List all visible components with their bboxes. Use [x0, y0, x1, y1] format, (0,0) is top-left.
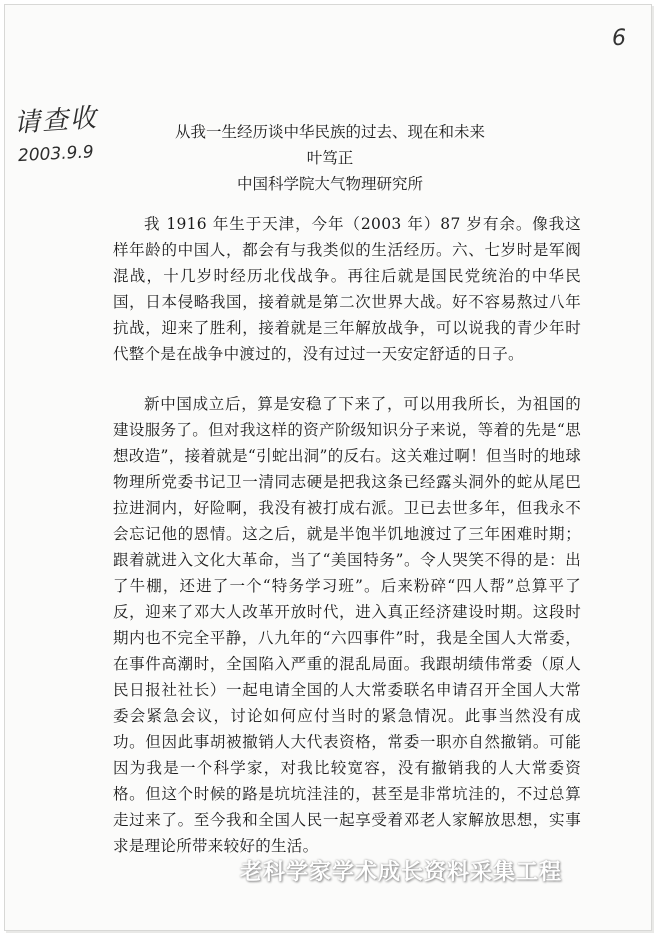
document-title: 从我一生经历谈中华民族的过去、现在和未来 — [174, 123, 485, 141]
author-affiliation: 中国科学院大气物理研究所 — [236, 175, 423, 193]
author-name: 叶笃正 — [306, 149, 354, 167]
title-block — [0, 119, 660, 197]
handwritten-date: 2003.9.9 — [17, 142, 95, 167]
watermark: 老科学家学术成长资料采集工程 — [240, 860, 563, 885]
paragraph-1: 我 1916 年生于天津，今年（2003 年）87 岁有余。像我这样年龄的中国人，都会有与我类似的生活经历。六、七岁时是军阀混战，十几岁时经历北伐战争。再往后就是国民党统治的中华民国，日本侵略我国，接着就是第二次世界大战。好不容易熬过八年抗战，迎来了胜利，接着就是三年解放战争，可以说我的青少年时代整个是在战争中渡过的，没有过过一天安定舒适的日子。 — [113, 215, 581, 363]
handwritten-name: 请查收 — [13, 103, 99, 139]
page-number: 6 — [612, 26, 626, 51]
body-text — [113, 211, 581, 859]
paragraph-2: 新中国成立后，算是安稳了下来了，可以用我所长，为祖国的建设服务了。但对我这样的资产阶级知识分子来说，等着的先是“思想改造”，接着就是“引蛇出洞”的反右。这关难过啊！但当时的地球物理所党委书记卫一清同志硬是把我这条已经露头洞外的蛇从尾巴拉进洞内，好险啊，我没有被打成右派。卫已去世多年，但我永不会忘记他的恩情。这之后，就是半饱半饥地渡过了三年困难时期；跟着就进入文化大革命，当了“美国特务”。令人哭笑不得的是：出了牛棚，还进了一个“特务学习班”。后来粉碎“四人帮”总算平了反，迎来了邓大人改革开放时代，进入真正经济建设时期。这段时期内也不完全平静，八九年的“六四事件”时，我是全国人大常委，在事件高潮时，全国陷入严重的混乱局面。我跟胡绩伟常委（原人民日报社社长）一起电请全国的人大常委联名申请召开全国人大常委会紧急会议，讨论如何应付当时的紧急情况。此事当然没有成功。但因此事胡被撤销人大代表资格，常委一职亦自然撤销。可能因为我是一个科学家，对我比较宽容，没有撤销我的人大常委资格。但这个时候的路是坑坑洼洼的，甚至是非常坑洼的，不过总算走过来了。至今我和全国人民一起享受着邓老人家解放思想，实事求是理论所带来较好的生活。 — [113, 395, 581, 855]
